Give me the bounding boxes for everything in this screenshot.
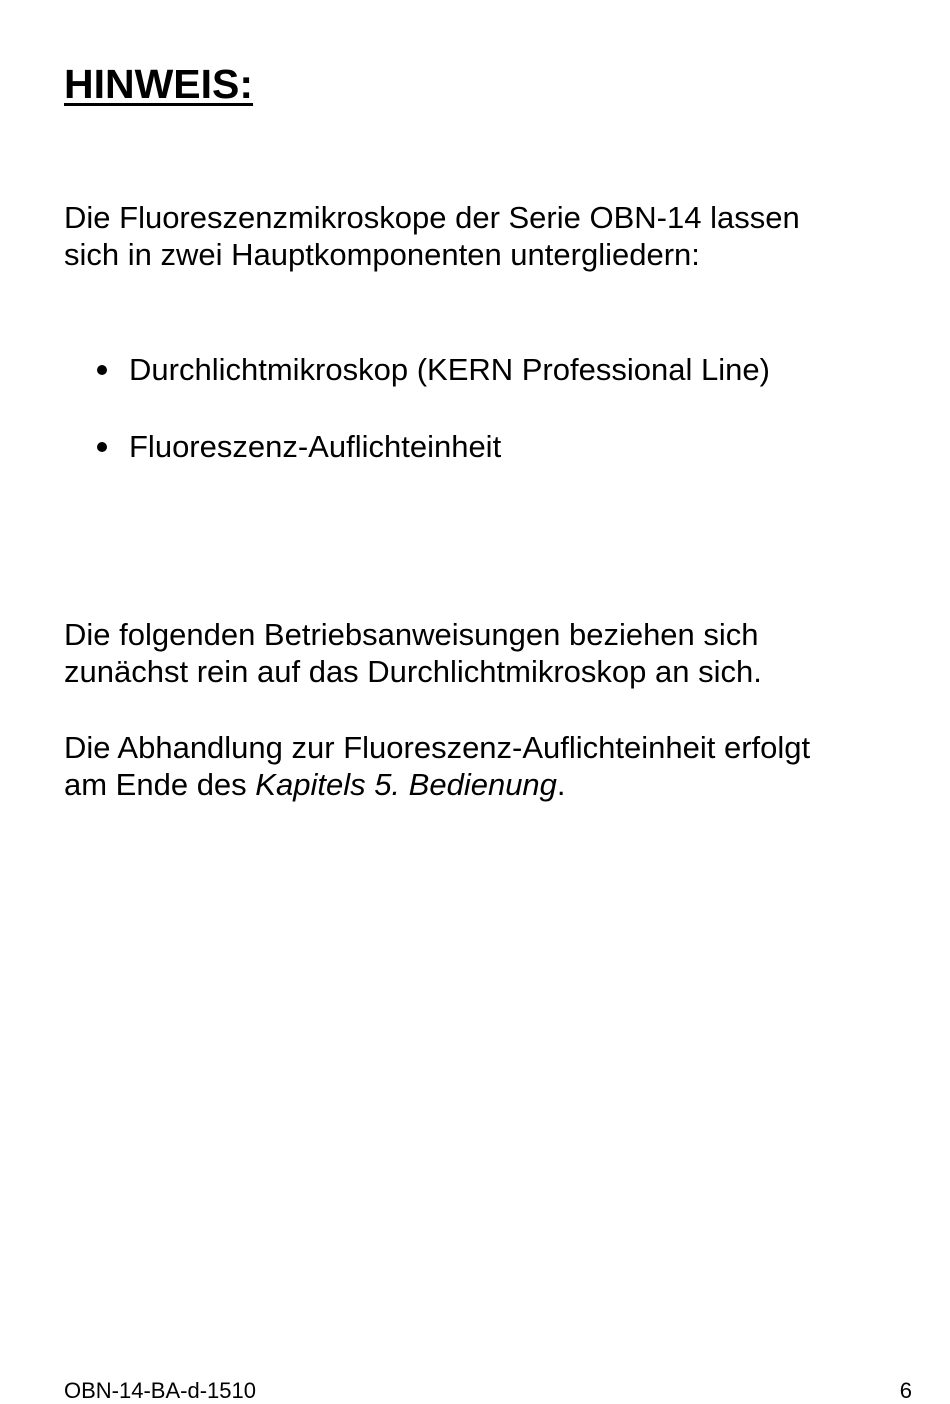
document-code: OBN-14-BA-d-1510 bbox=[64, 1378, 256, 1403]
list-item bbox=[96, 351, 770, 388]
list-item-label: Durchlichtmikroskop (KERN Professional Line) bbox=[129, 352, 770, 387]
list-item-label: Fluoreszenz-Auflichteinheit bbox=[129, 429, 502, 464]
reference-line-1: Die Abhandlung zur Fluoreszenz-Auflichteinheit erfolgt bbox=[64, 730, 811, 765]
list-item bbox=[96, 428, 770, 465]
chapter-reference: Kapitels 5. Bedienung bbox=[255, 767, 557, 802]
instructions-line-1: Die folgenden Betriebsanweisungen beziehen sich bbox=[64, 617, 759, 652]
instructions-paragraph bbox=[64, 616, 894, 690]
page-number: 6 bbox=[899, 1378, 912, 1403]
component-list bbox=[96, 351, 770, 505]
page-heading: HINWEIS: bbox=[64, 61, 254, 107]
instructions-line-2: zunächst rein auf das Durchlichtmikroskop an sich. bbox=[64, 654, 762, 689]
reference-line-2-prefix: am Ende des bbox=[64, 767, 256, 802]
intro-paragraph bbox=[64, 199, 894, 273]
bullet-icon bbox=[97, 365, 107, 375]
chapter-reference-paragraph bbox=[64, 729, 894, 803]
reference-line-2-suffix: . bbox=[556, 767, 566, 802]
bullet-icon bbox=[97, 442, 107, 452]
intro-line-1: Die Fluoreszenzmikroskope der Serie OBN-14 lassen bbox=[64, 200, 800, 235]
intro-line-2: sich in zwei Hauptkomponenten untergliedern: bbox=[64, 237, 700, 272]
